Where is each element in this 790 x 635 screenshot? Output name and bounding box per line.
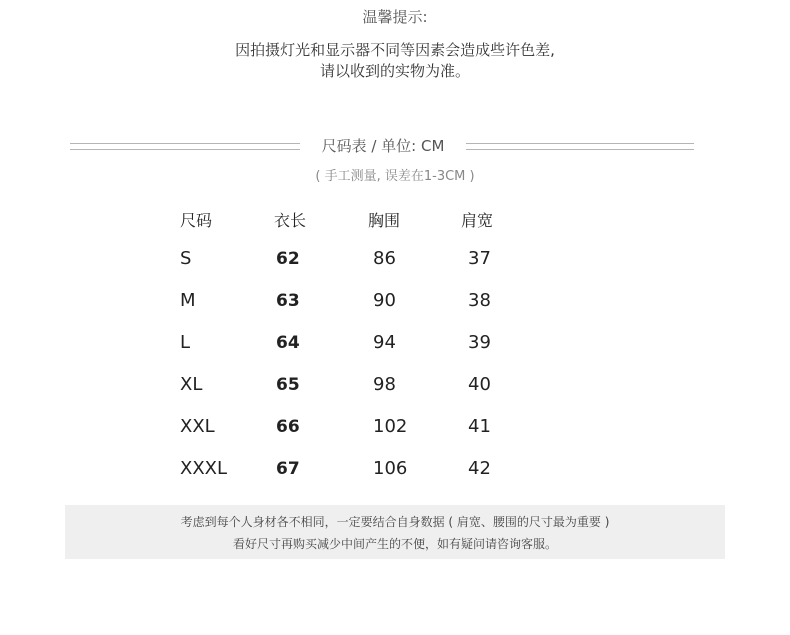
size-table bbox=[160, 202, 540, 492]
size-cell: S bbox=[180, 248, 192, 269]
header-size: 尺码 bbox=[180, 211, 213, 230]
length-cell: 67 bbox=[276, 459, 300, 479]
size-cell: XL bbox=[180, 374, 203, 395]
notice-text-line-2: 请以收到的实物为准。 bbox=[319, 62, 470, 80]
shoulder-cell: 42 bbox=[468, 458, 491, 479]
divider-right bbox=[466, 143, 694, 150]
divider-left bbox=[70, 143, 300, 150]
table-row bbox=[160, 450, 540, 492]
chest-cell: 90 bbox=[373, 290, 396, 311]
table-row bbox=[160, 324, 540, 366]
chest-cell: 94 bbox=[373, 332, 396, 353]
advice-text-line-1: 考虑到每个人身材各不相同，一定要结合自身数据 ( 肩宽、腰围的尺寸最为重要 ) bbox=[180, 515, 610, 529]
header-shoulder: 肩宽 bbox=[461, 211, 494, 230]
notice-title: 温馨提示: bbox=[362, 8, 428, 26]
shoulder-cell: 41 bbox=[468, 416, 491, 437]
length-cell: 63 bbox=[276, 291, 300, 311]
length-cell: 62 bbox=[276, 249, 300, 269]
length-cell: 66 bbox=[276, 417, 300, 437]
shoulder-cell: 39 bbox=[468, 332, 491, 353]
length-cell: 64 bbox=[276, 333, 300, 353]
chest-cell: 102 bbox=[373, 416, 408, 437]
size-cell: XXXL bbox=[180, 458, 228, 479]
size-cell: XXL bbox=[180, 416, 215, 437]
shoulder-cell: 37 bbox=[468, 248, 491, 269]
header-chest: 胸围 bbox=[368, 211, 401, 230]
table-row bbox=[160, 366, 540, 408]
shoulder-cell: 40 bbox=[468, 374, 491, 395]
measurement-note: ( 手工测量, 误差在1-3CM ) bbox=[315, 169, 475, 184]
chest-cell: 98 bbox=[373, 374, 396, 395]
size-cell: L bbox=[180, 332, 191, 353]
size-chart-title: 尺码表 / 单位: CM bbox=[321, 137, 445, 155]
advice-box bbox=[65, 505, 725, 559]
table-row bbox=[160, 408, 540, 450]
table-header-row bbox=[160, 202, 540, 240]
header-length: 衣长 bbox=[274, 211, 307, 230]
table-row bbox=[160, 282, 540, 324]
notice-text-line-1: 因拍摄灯光和显示器不同等因素会造成些许色差, bbox=[235, 41, 555, 59]
table-row bbox=[160, 240, 540, 282]
chest-cell: 86 bbox=[373, 248, 396, 269]
chest-cell: 106 bbox=[373, 458, 408, 479]
length-cell: 65 bbox=[276, 375, 300, 395]
advice-text-line-2: 看好尺寸再购买减少中间产生的不便，如有疑问请咨询客服。 bbox=[232, 537, 557, 551]
shoulder-cell: 38 bbox=[468, 290, 491, 311]
size-cell: M bbox=[180, 290, 196, 311]
